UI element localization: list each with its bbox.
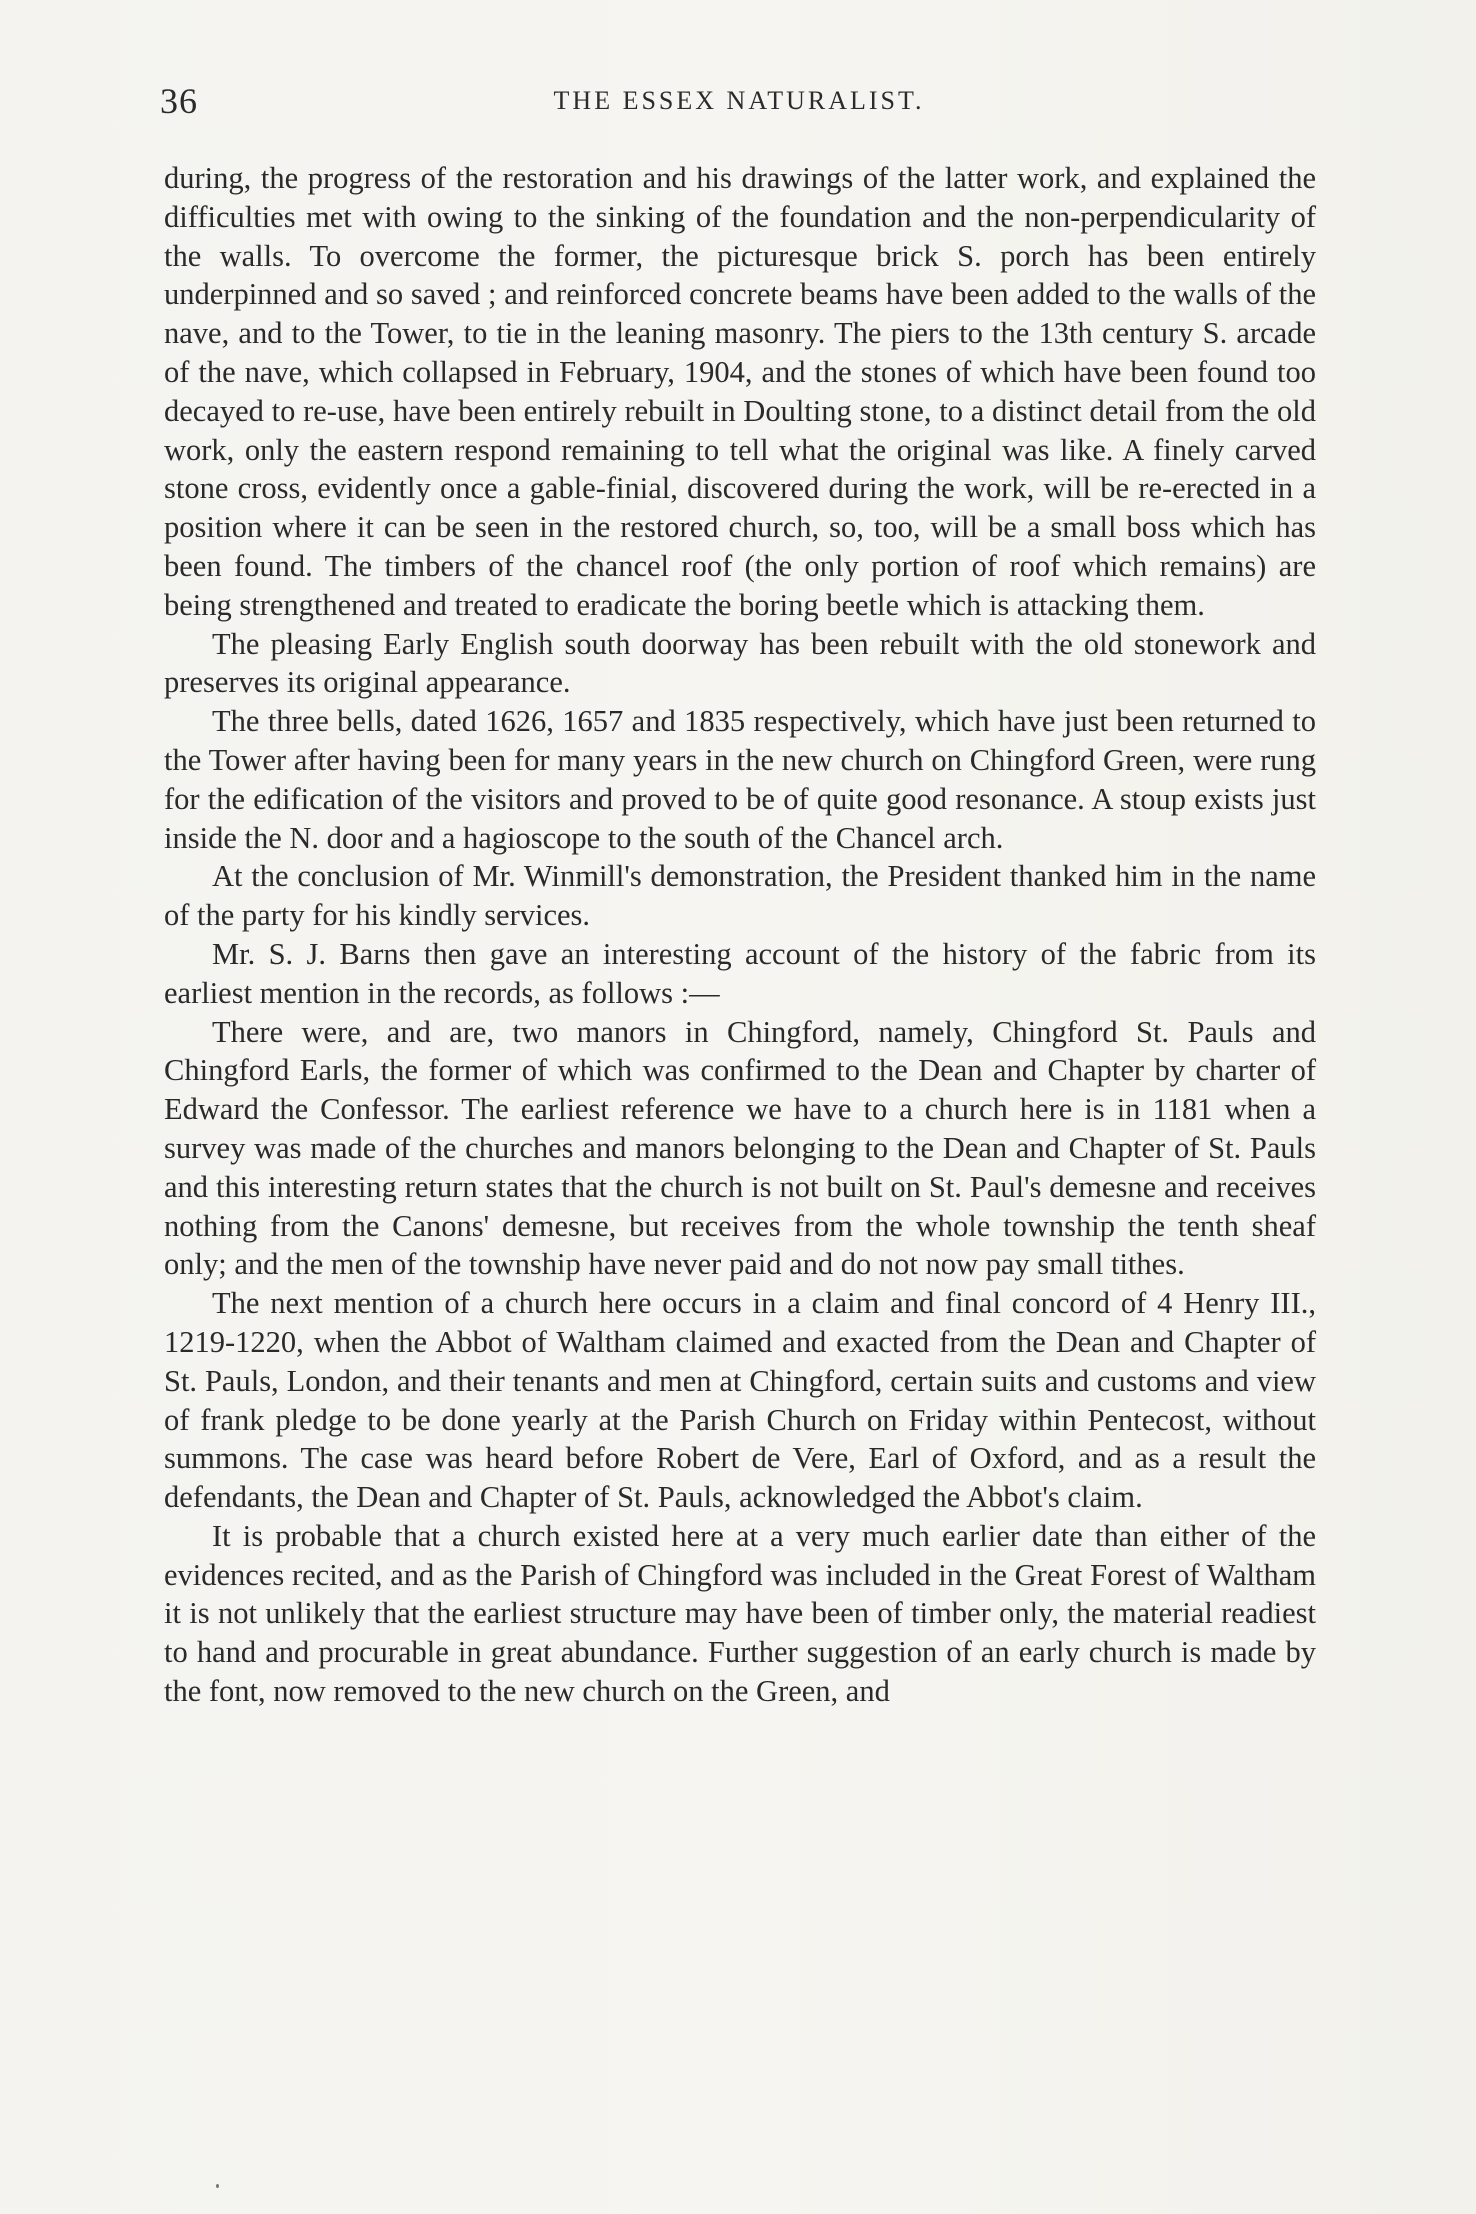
body-text <box>164 159 1316 1711</box>
print-speck <box>216 2184 219 2188</box>
paragraph: The next mention of a church here occurs in a claim and final concord of 4 Henry III., 1219-1220, when the Abbot of Waltham claimed and exacted from the Dean and Chapter of St. Pauls, London, and their tenants and men at Chingford, certain suits and customs and view of frank pledge to be done yearly at the Parish Church on Friday within Pentecost, without summons. The case was heard before Robert de Vere, Earl of Oxford, and as a result the defendants, the Dean and Chapter of St. Pauls, acknowledged the Abbot's claim. <box>164 1286 1316 1515</box>
paragraph: At the conclusion of Mr. Winmill's demonstration, the President thanked him in the name of the party for his kindly services. <box>164 859 1316 933</box>
paragraph: Mr. S. J. Barns then gave an interesting account of the history of the fabric from its earliest mention in the records, as follows :— <box>164 936 1316 1010</box>
running-head: THE ESSEX NATURALIST. <box>553 86 925 115</box>
paragraph: The three bells, dated 1626, 1657 and 1835 respectively, which have just been returned to the Tower after having been for many years in the new church on Chingford Green, were rung for the edification of the visitors and proved to be of quite good resonance. A stoup exists just inside the N. door and a hagioscope to the south of the Chancel arch. <box>164 704 1316 855</box>
page-number: 36 <box>160 81 198 121</box>
paragraph: There were, and are, two manors in Chingford, namely, Chingford St. Pauls and Chingford Earls, the former of which was confirmed to the Dean and Chapter by charter of Edward the Confessor. The earliest reference we have to a church here is in 1181 when a survey was made of the churches and manors belonging to the Dean and Chapter of St. Pauls and this interesting return states that the church is not built on St. Paul's demesne and receives nothing from the Canons' demesne, but receives from the whole township the tenth sheaf only; and the men of the township have never paid and do not now pay small tithes. <box>164 1014 1316 1282</box>
paragraph: It is probable that a church existed here at a very much earlier date than either of the evidences recited, and as the Parish of Chingford was included in the Great Forest of Waltham it is not unlikely that the earliest structure may have been of timber only, the material readiest to hand and procurable in great abundance. Further suggestion of an early church is made by the font, now removed to the new church on the Green, and <box>164 1518 1316 1709</box>
page-header <box>160 80 1318 130</box>
paragraph: during, the progress of the restoration and his drawings of the latter work, and explained the difficulties met with owing to the sinking of the foundation and the non-perpendicularity of the walls. To overcome the former, the picturesque brick S. porch has been entirely underpinned and so saved ; and reinforced concrete beams have been added to the walls of the nave, and to the Tower, to tie in the leaning masonry. The piers to the 13th century S. arcade of the nave, which collapsed in February, 1904, and the stones of which have been found too decayed to re-use, have been entirely rebuilt in Doulting stone, to a distinct detail from the old work, only the eastern respond remaining to tell what the original was like. A finely carved stone cross, evidently once a gable-finial, discovered during the work, will be re-erected in a position where it can be seen in the restored church, so, too, will be a small boss which has been found. The timbers of the chancel roof (the only portion of roof which remains) are being strengthened and treated to eradicate the boring beetle which is attacking them. <box>164 161 1316 622</box>
paragraph: The pleasing Early English south doorway has been rebuilt with the old stonework and preserves its original appearance. <box>164 626 1316 700</box>
